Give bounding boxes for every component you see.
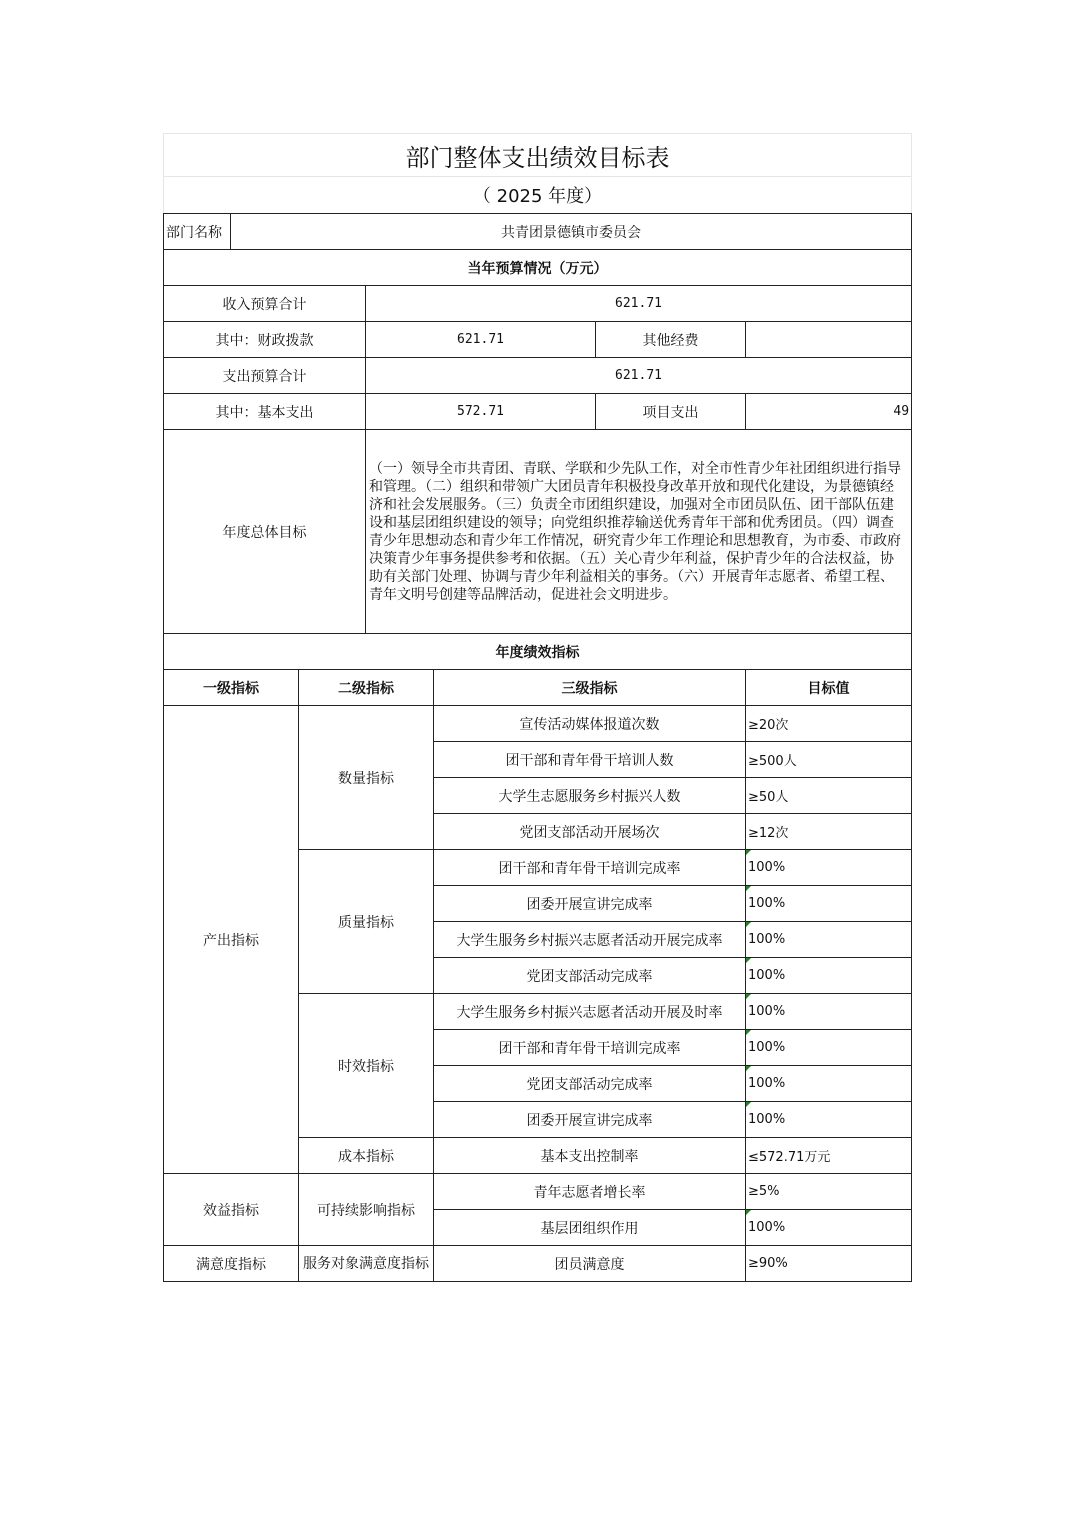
expense-total-value: 621.71 [366,358,912,394]
expense-total-label: 支出预算合计 [164,358,366,394]
indicator-row [164,1174,912,1210]
target-value: 100% [746,1030,912,1066]
level3-indicator: 大学生服务乡村振兴志愿者活动开展完成率 [434,922,746,958]
target-value: 100% [746,994,912,1030]
target-value: 100% [746,1066,912,1102]
performance-header: 年度绩效指标 [164,634,912,670]
level1-indicator: 满意度指标 [164,1246,299,1282]
basic-value: 572.71 [366,394,596,430]
year-subtitle: （ 2025 年度） [164,177,912,214]
level3-indicator: 团干部和青年骨干培训完成率 [434,1030,746,1066]
dept-value: 共青团景德镇市委员会 [231,214,912,250]
col-header-level2: 二级指标 [299,670,434,706]
level2-indicator: 成本指标 [299,1138,434,1174]
level3-indicator: 宣传活动媒体报道次数 [434,706,746,742]
level2-indicator: 数量指标 [299,706,434,850]
target-value: ≥20次 [746,706,912,742]
level3-indicator: 团委开展宣讲完成率 [434,886,746,922]
target-value: 100% [746,1102,912,1138]
target-value: ≥500人 [746,742,912,778]
level3-indicator: 党团支部活动开展场次 [434,814,746,850]
level3-indicator: 青年志愿者增长率 [434,1174,746,1210]
indicator-row [164,1246,912,1282]
level3-indicator: 团干部和青年骨干培训完成率 [434,850,746,886]
col-header-level1: 一级指标 [164,670,299,706]
col-header-target: 目标值 [746,670,912,706]
level3-indicator: 党团支部活动完成率 [434,958,746,994]
target-value: ≥90% [746,1246,912,1282]
level1-indicator: 产出指标 [164,706,299,1174]
level3-indicator: 大学生服务乡村振兴志愿者活动开展及时率 [434,994,746,1030]
target-value: ≤572.71万元 [746,1138,912,1174]
fiscal-label: 其中：财政拨款 [164,322,366,358]
target-value: 100% [746,958,912,994]
project-label: 项目支出 [596,394,746,430]
fiscal-value: 621.71 [366,322,596,358]
income-total-label: 收入预算合计 [164,286,366,322]
level2-indicator: 服务对象满意度指标 [299,1246,434,1282]
dept-label: 部门名称 [164,214,231,250]
target-value: ≥12次 [746,814,912,850]
level3-indicator: 团员满意度 [434,1246,746,1282]
level3-indicator: 大学生志愿服务乡村振兴人数 [434,778,746,814]
level2-indicator: 质量指标 [299,850,434,994]
target-value: 100% [746,886,912,922]
project-value: 49 [746,394,912,430]
target-value: 100% [746,922,912,958]
level3-indicator: 基本支出控制率 [434,1138,746,1174]
col-header-level3: 三级指标 [434,670,746,706]
target-value: 100% [746,850,912,886]
page-title: 部门整体支出绩效目标表 [164,134,912,177]
budget-header: 当年预算情况（万元） [164,250,912,286]
level3-indicator: 基层团组织作用 [434,1210,746,1246]
other-label: 其他经费 [596,322,746,358]
target-value: ≥50人 [746,778,912,814]
level1-indicator: 效益指标 [164,1174,299,1246]
other-value [746,322,912,358]
basic-label: 其中：基本支出 [164,394,366,430]
goal-text: （一）领导全市共青团、青联、学联和少先队工作，对全市性青少年社团组织进行指导和管理。（二）组织和带领广大团员青年积极投身改革开放和现代化建设，为景德镇经济和社会发展服务。（三）负责全市团组织建设，加强对全市团员队伍、团干部队伍建设和基层团组织建设的领导；向党组织推荐输送优秀青年干部和优秀团员。（四）调查青少年思想动态和青少年工作情况，研究青少年工作理论和思想教育，为市委、市政府决策青少年事务提供参考和依据。（五）关心青少年利益，保护青少年的合法权益，协助有关部门处理、协调与青少年利益相关的事务。（六）开展青年志愿者、希望工程、青年文明号创建等品牌活动，促进社会文明进步。 [366,430,912,634]
level3-indicator: 团干部和青年骨干培训人数 [434,742,746,778]
goal-label: 年度总体目标 [164,430,366,634]
level2-indicator: 可持续影响指标 [299,1174,434,1246]
income-total-value: 621.71 [366,286,912,322]
performance-target-table [163,133,912,1282]
level2-indicator: 时效指标 [299,994,434,1138]
target-value: ≥5% [746,1174,912,1210]
level3-indicator: 党团支部活动完成率 [434,1066,746,1102]
indicator-row [164,706,912,742]
target-value: 100% [746,1210,912,1246]
level3-indicator: 团委开展宣讲完成率 [434,1102,746,1138]
